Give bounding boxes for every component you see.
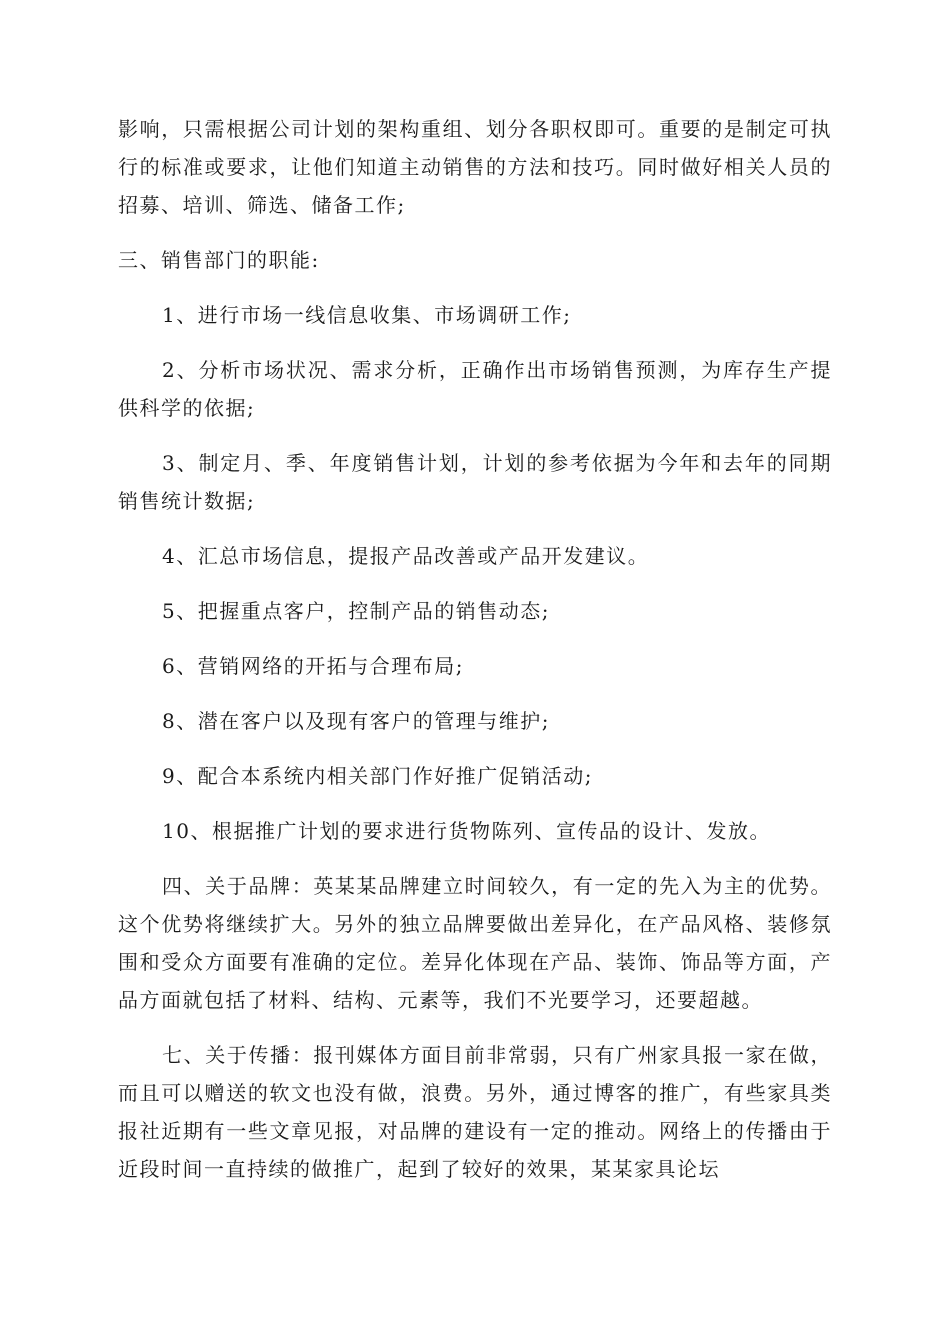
list-item: 10、根据推广计划的要求进行货物陈列、宣传品的设计、发放。 <box>162 819 771 843</box>
list-item: 6、营销网络的开拓与合理布局; <box>162 654 464 678</box>
list-item: 5、把握重点客户，控制产品的销售动态; <box>162 599 550 623</box>
list-item: 4、汇总市场信息，提报产品改善或产品开发建议。 <box>162 544 650 568</box>
document-page <box>118 110 832 1205</box>
paragraph-brand: 四、关于品牌：英某某品牌建立时间较久，有一定的先入为主的优势。这个优势将继续扩大。另外的独立品牌要做出差异化，在产品风格、装修氛围和受众方面要有准确的定位。差异化体现在产品、装饰、饰品等方面，产品方面就包括了材料、结构、元素等，我们不光要学习，还要超越。 <box>118 874 832 1012</box>
list-item: 2、分析市场状况、需求分析，正确作出市场销售预测，为库存生产提供科学的依据; <box>118 358 832 420</box>
list-item: 1、进行市场一线信息收集、市场调研工作; <box>162 303 572 327</box>
section-heading-sales-functions: 三、销售部门的职能: <box>118 248 320 272</box>
paragraph-communication: 七、关于传播：报刊媒体方面目前非常弱，只有广州家具报一家在做，而且可以赠送的软文也没有做，浪费。另外，通过博客的推广，有些家具类报社近期有一些文章见报，对品牌的建设有一定的推动。网络上的传播由于近段时间一直持续的做推广，起到了较好的效果，某某家具论坛 <box>118 1043 832 1181</box>
list-item: 8、潜在客户以及现有客户的管理与维护; <box>162 709 550 733</box>
paragraph-continuation: 影响，只需根据公司计划的架构重组、划分各职权即可。重要的是制定可执行的标准或要求，让他们知道主动销售的方法和技巧。同时做好相关人员的招募、培训、筛选、储备工作; <box>118 117 832 217</box>
list-item: 9、配合本系统内相关部门作好推广促销活动; <box>162 764 593 788</box>
list-item: 3、制定月、季、年度销售计划，计划的参考依据为今年和去年的同期销售统计数据; <box>118 451 832 513</box>
